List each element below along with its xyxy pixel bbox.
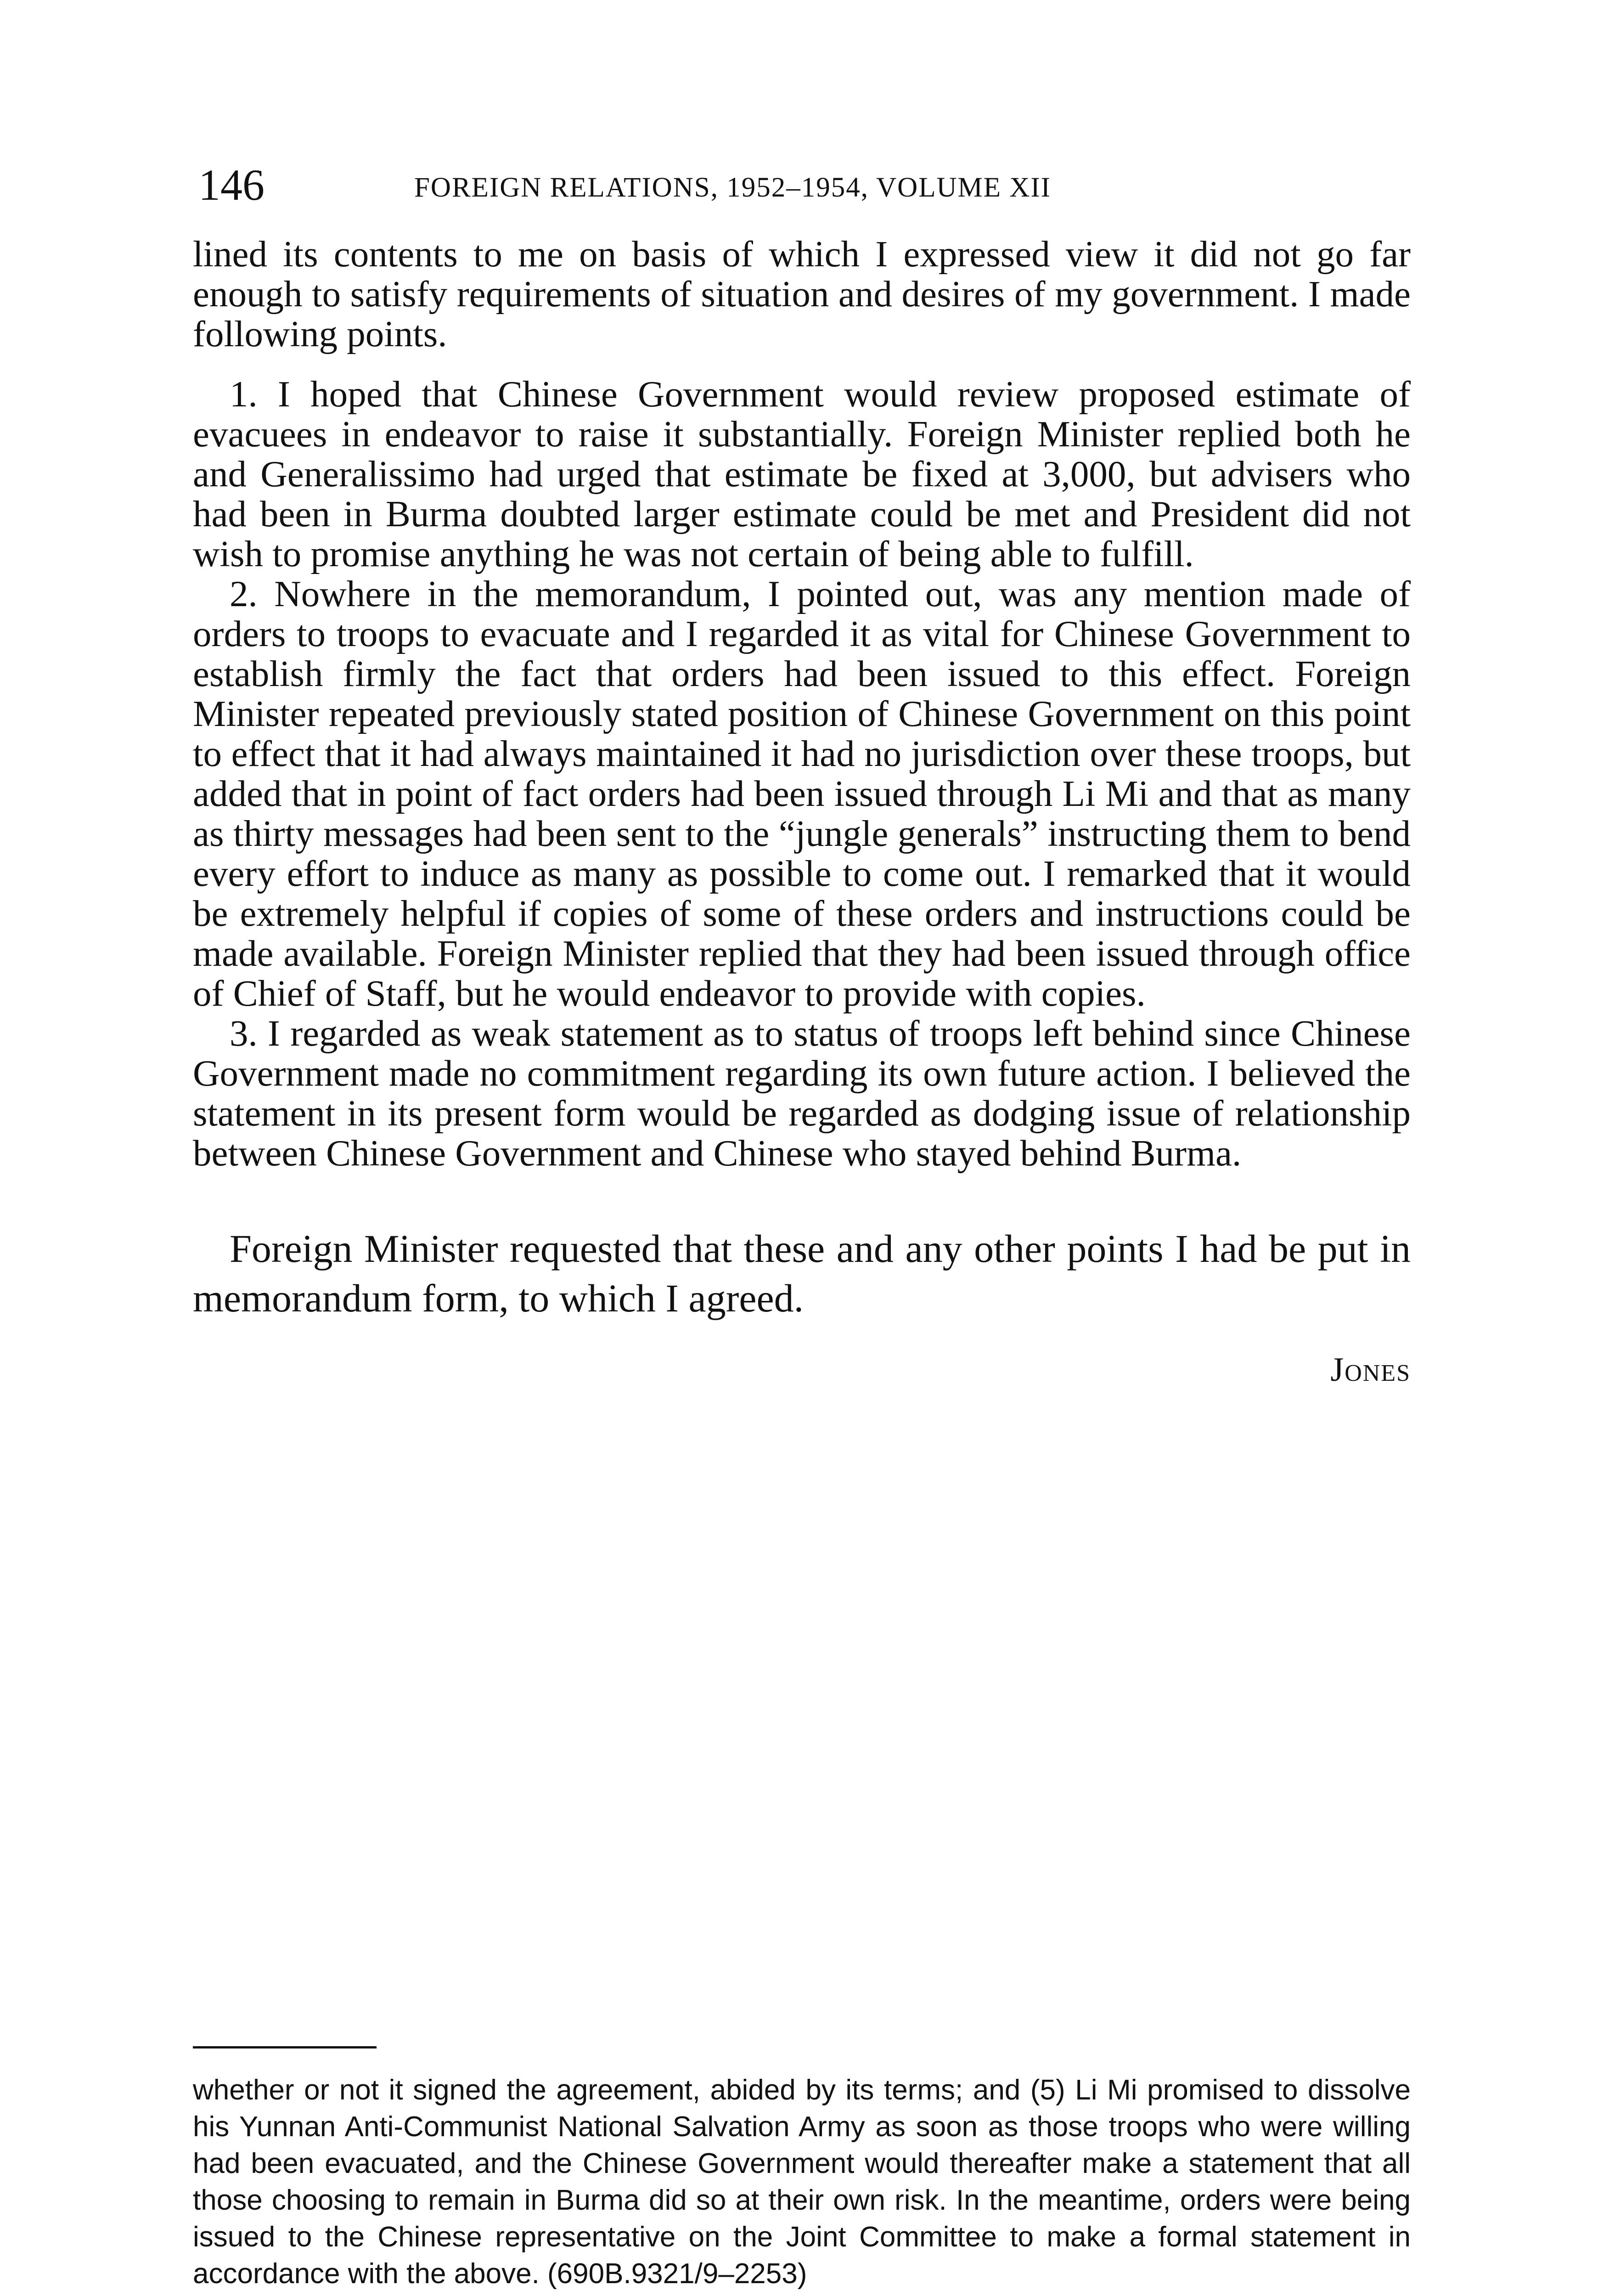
closing-paragraph: Foreign Minister requested that these and any other points I had be put in memorandum form, to which I agreed.	[193, 1227, 1411, 1320]
main-text	[193, 234, 1411, 1425]
signature: Jones	[1330, 1351, 1411, 1389]
footnote-divider	[193, 2046, 377, 2048]
paragraph-point-3: 3. I regarded as weak statement as to status of troops left behind since Chinese Government made no commitment regarding its own future action. I believed the statement in its present form would be regarded as dodging issue of relationship between Chinese Government and Chinese who stayed behind Burma.	[193, 1013, 1411, 1174]
footnote-text: whether or not it signed the agreement, abided by its terms; and (5) Li Mi promised to dissolve his Yunnan Anti-Communist National Salvation Army as soon as those troops who were willing had been evacuated, and the Chinese Government would thereafter make a statement that all those choosing to remain in Burma did so at their own risk. In the meantime, orders were being issued to the Chinese representative on the Joint Committee to make a formal statement in accordance with the above. (690B.9321/9–2253)	[193, 2074, 1411, 2290]
paragraph-point-2: 2. Nowhere in the memorandum, I pointed out, was any mention made of orders to troops to evacuate and I regarded it as vital for Chinese Government to establish firmly the fact that orders had been issued to this effect. Foreign Minister repeated previously stated position of Chinese Government on this point to effect that it had always maintained it had no jurisdiction over these troops, but added that in point of fact orders had been issued through Li Mi and that as many as thirty messages had been sent to the “jungle generals” instructing them to bend every effort to induce as many as possible to come out. I remarked that it would be extremely helpful if copies of some of these orders and instructions could be made available. Foreign Minister replied that they had been issued through office of Chief of Staff, but he would endeavor to provide with copies.	[193, 573, 1411, 1014]
page-number: 146	[198, 160, 264, 209]
paragraph-continuation: lined its contents to me on basis of which I expressed view it did not go far enough to satisfy requirements of situation and desires of my government. I made following points.	[193, 233, 1411, 355]
volume-title: FOREIGN RELATIONS, 1952–1954, VOLUME XII	[414, 172, 1051, 203]
paragraph-point-1: 1. I hoped that Chinese Government would review proposed estimate of evacuees in endeavor to raise it substantially. Foreign Minister replied both he and Generalissimo had urged that estimate be fixed at 3,000, but advisers who had been in Burma doubted larger estimate could be met and President did not wish to promise anything he was not certain of being able to fulfill.	[193, 373, 1411, 574]
running-head	[198, 160, 1415, 210]
